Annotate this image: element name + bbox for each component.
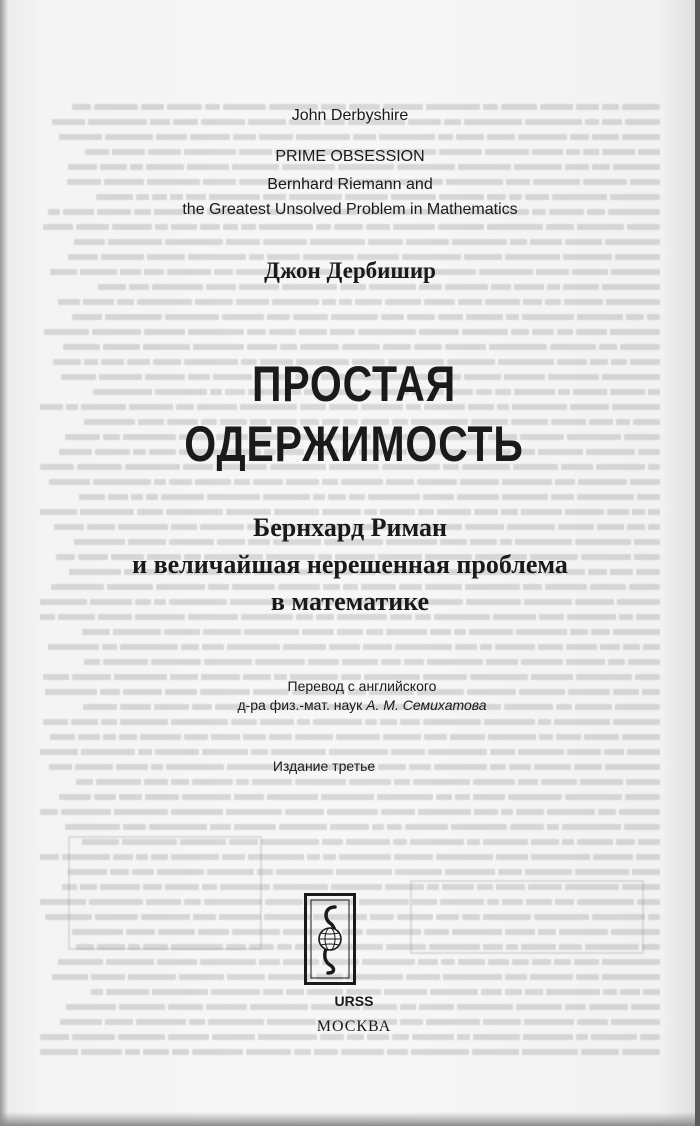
- translator-degree: д-ра физ.-мат. наук: [237, 697, 367, 713]
- russian-title-line1: ПРОСТАЯ: [251, 356, 457, 412]
- urss-logo-icon: [304, 893, 356, 985]
- publisher-city: МОСКВА: [316, 1018, 392, 1035]
- publisher-name: URSS: [334, 993, 374, 1009]
- english-author: John Derbyshire: [291, 107, 409, 124]
- russian-subtitle-line3: в математике: [270, 587, 430, 616]
- russian-title-line2: ОДЕРЖИМОСТЬ: [184, 416, 524, 472]
- edition-label: Издание третье: [272, 758, 376, 774]
- english-subtitle-line1: Bernhard Riemann and: [267, 176, 433, 193]
- russian-subtitle-line1: Бернхард Риман: [253, 513, 447, 542]
- translation-note: Перевод с английского: [287, 678, 437, 694]
- russian-subtitle-line2: и величайшая нерешенная проблема: [132, 550, 568, 579]
- translator-credit: [12, 697, 700, 713]
- english-title: PRIME OBSESSION: [275, 148, 425, 165]
- translator-name: А. М. Семихатова: [366, 697, 487, 713]
- russian-author: Джон Дербишир: [264, 258, 436, 283]
- english-subtitle-line2: the Greatest Unsolved Problem in Mathematics: [182, 201, 518, 218]
